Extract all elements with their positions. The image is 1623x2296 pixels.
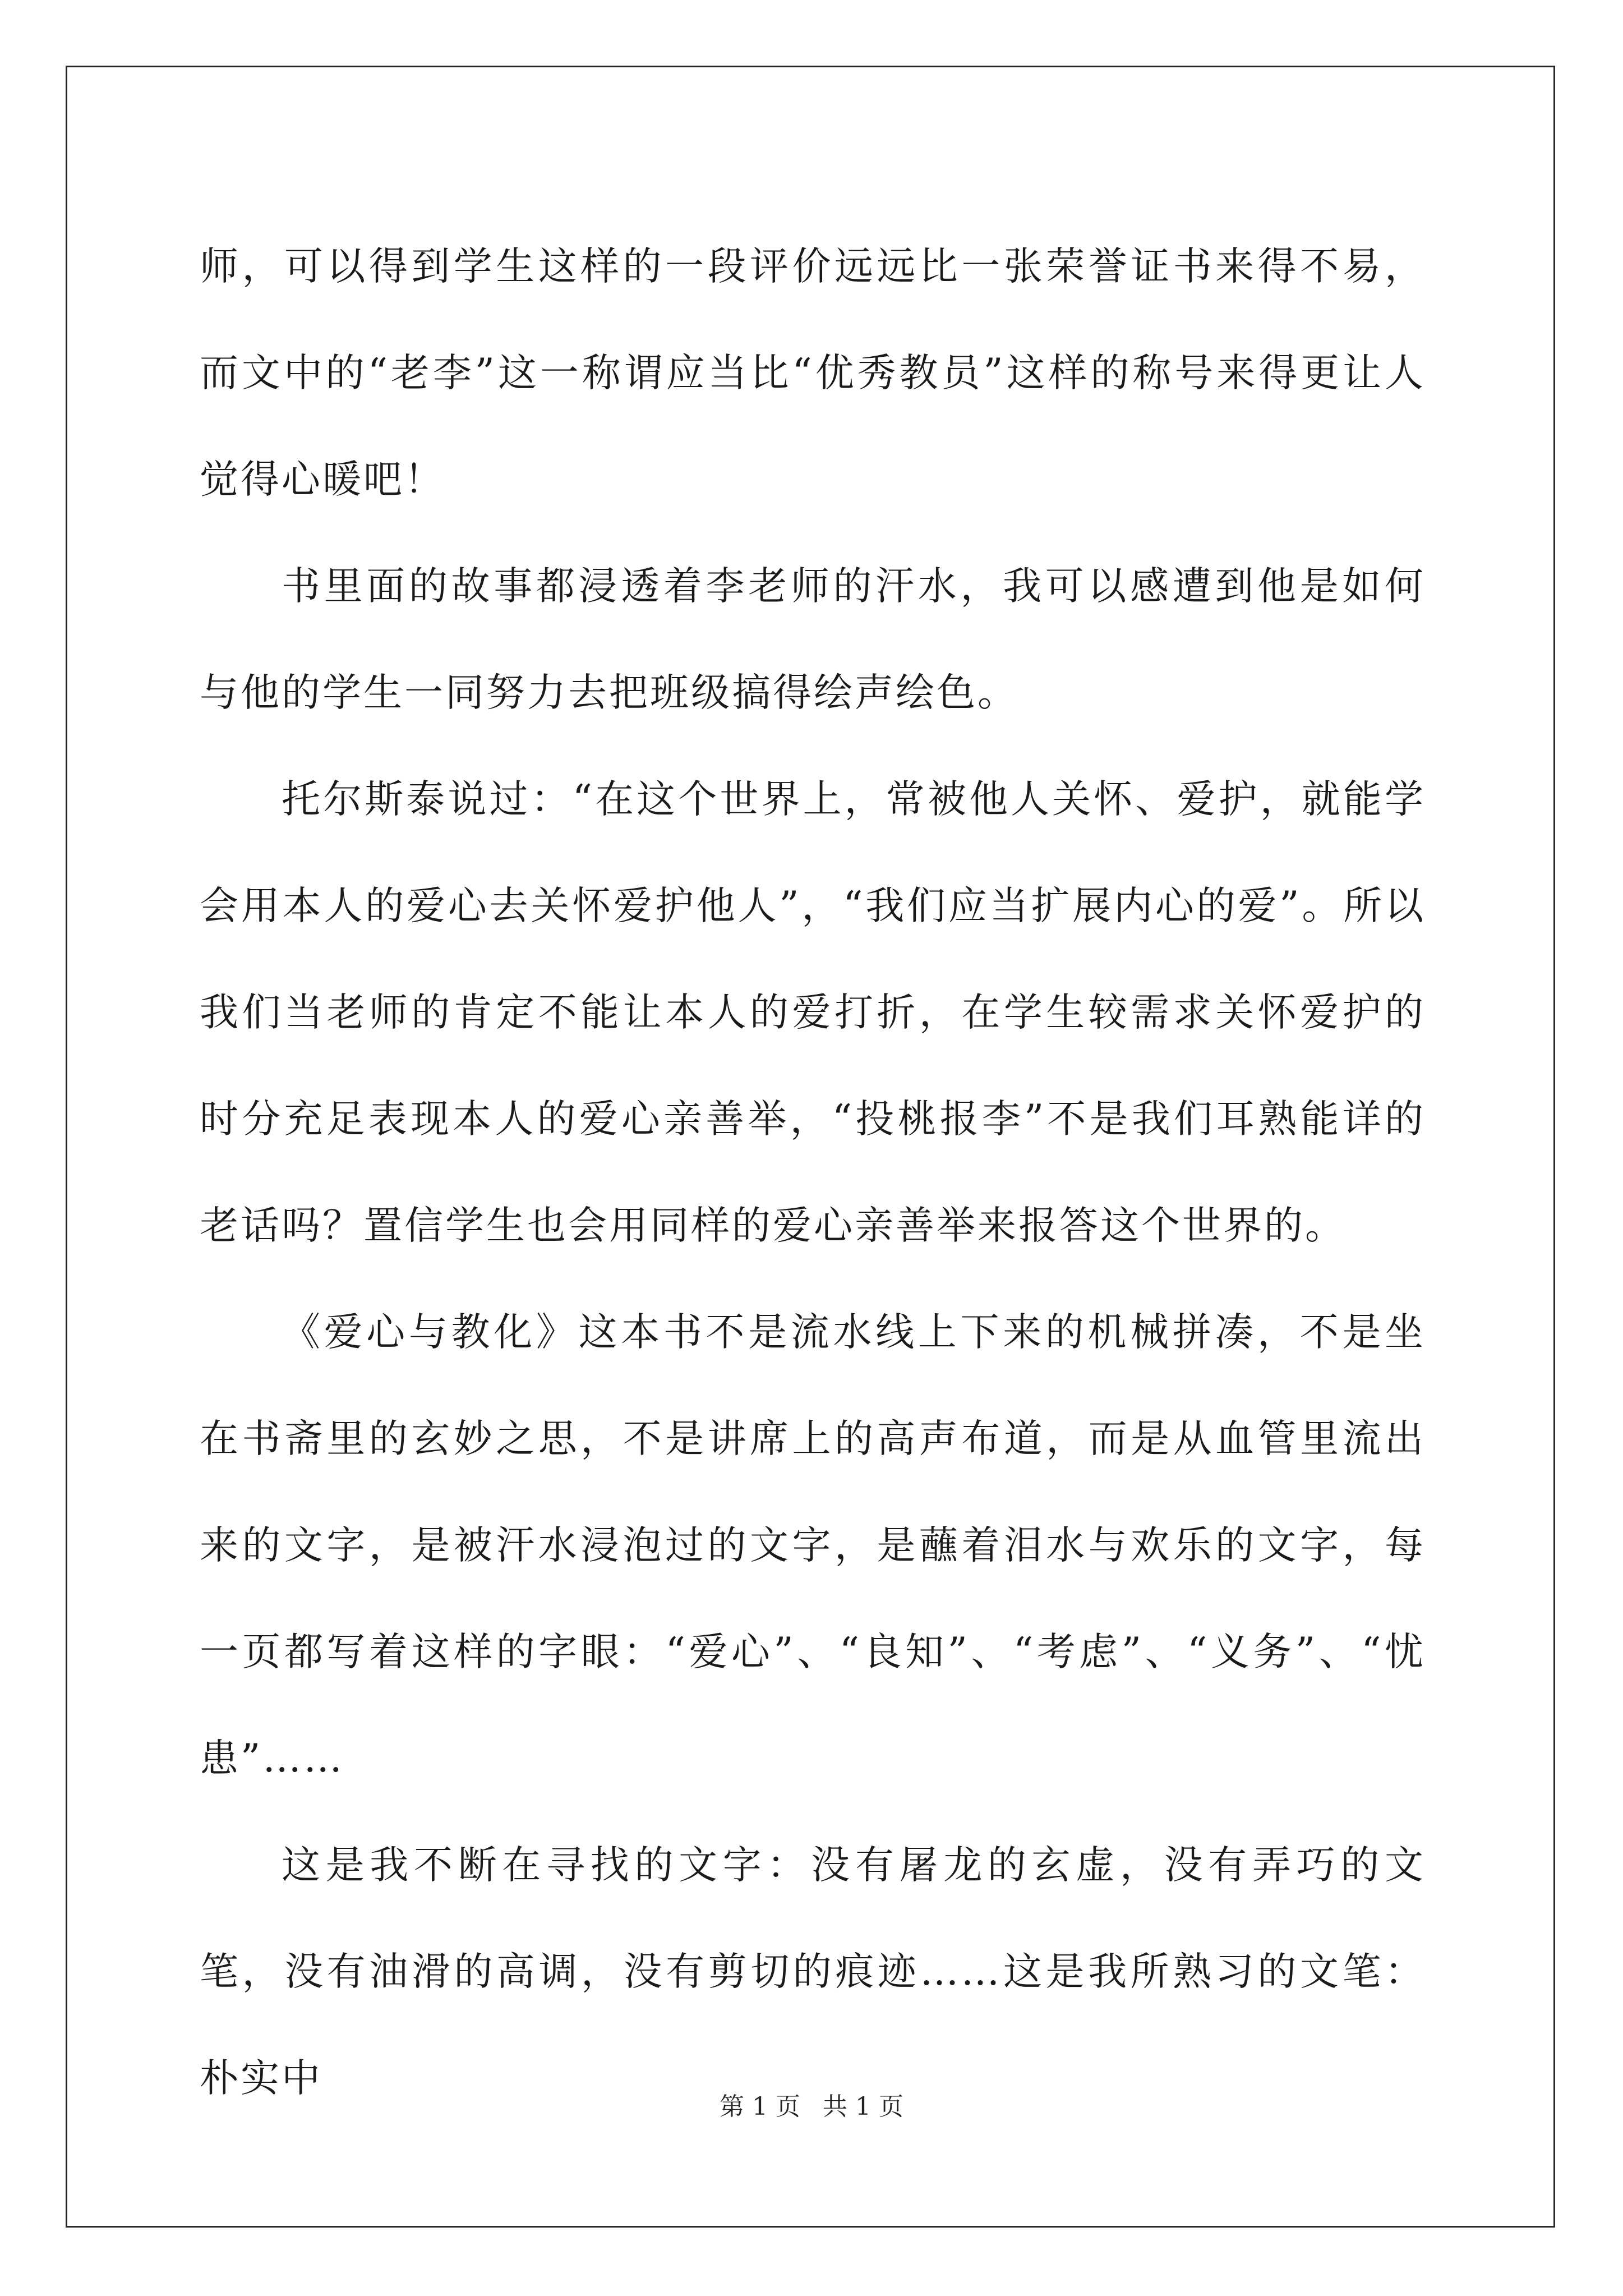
page-number: 第 1 页: [720, 2092, 800, 2121]
paragraph-2: 书里面的故事都浸透着李老师的汗水，我可以感遭到他是如何与他的学生一同努力去把班级搞得绘声绘色。: [200, 564, 1426, 715]
page-footer: [0, 2090, 1623, 2124]
paragraph-5: 这是我不断在寻找的文字：没有屠龙的玄虚，没有弄巧的文笔，没有油滑的高调，没有剪切的痕迹……这是我所熟习的文笔：朴实中: [200, 1843, 1426, 2101]
paragraph-1: 师，可以得到学生这样的一段评价远远比一张荣誉证书来得不易，而文中的“老李”这一称谓应当比“优秀教员”这样的称号来得更让人觉得心暖吧！: [200, 244, 1426, 502]
paragraph-3: 托尔斯泰说过：“在这个世界上，常被他人关怀、爱护，就能学会用本人的爱心去关怀爱护他人”，“我们应当扩展内心的爱”。所以我们当老师的肯定不能让本人的爱打折，在学生较需求关怀爱护的时分充足表现本人的爱心亲善举，“投桃报李”不是我们耳熟能详的老话吗？置信学生也会用同样的爱心亲善举来报答这个世界的。: [200, 777, 1426, 1248]
document-body: [200, 213, 1426, 2132]
paragraph-4: 《爱心与教化》这本书不是流水线上下来的机械拼凑，不是坐在书斋里的玄妙之思，不是讲席上的高声布道，而是从血管里流出来的文字，是被汗水浸泡过的文字，是蘸着泪水与欢乐的文字，每一页都写着这样的字眼：“爱心”、“良知”、“考虑”、“义务”、“忧患”……: [200, 1310, 1426, 1781]
page-total: 共 1 页: [823, 2092, 903, 2121]
